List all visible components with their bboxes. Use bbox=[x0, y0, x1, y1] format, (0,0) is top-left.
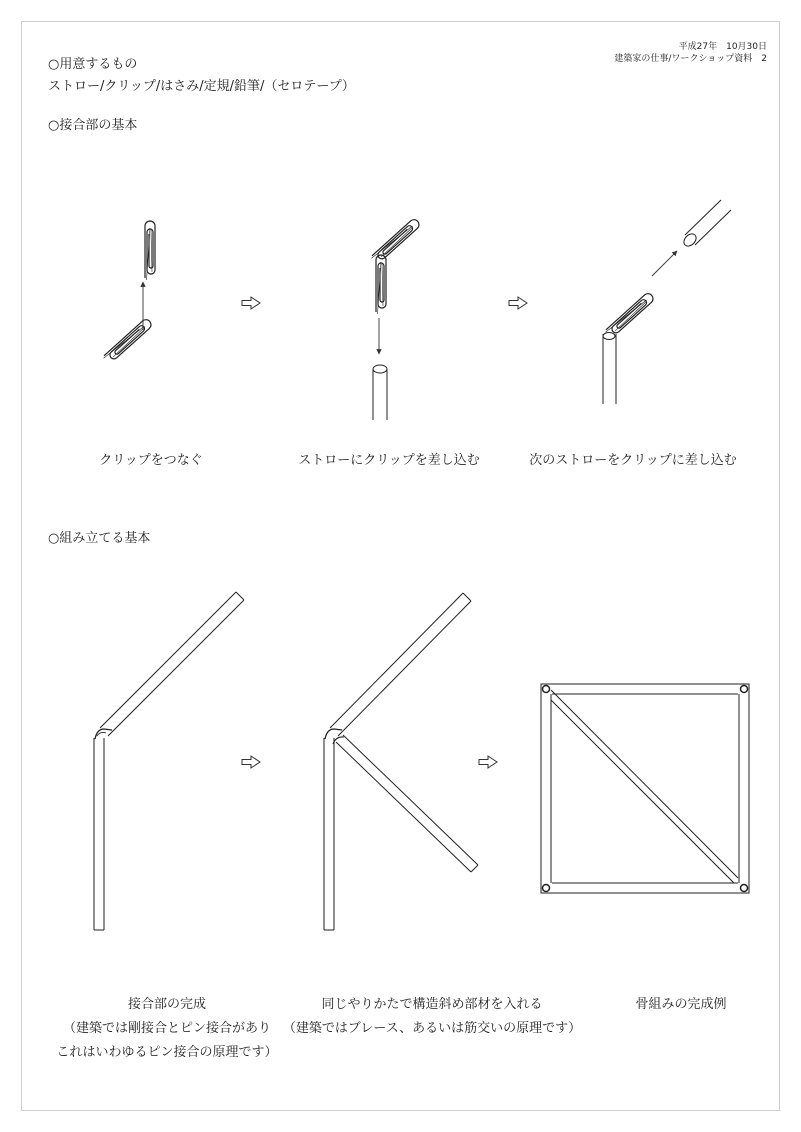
materials-heading: ○用意するもの bbox=[48, 57, 138, 72]
step3-straw-vertical bbox=[603, 333, 616, 405]
joint-section-heading: ○接合部の基本 bbox=[48, 118, 138, 133]
assembly1-note-line1: （建築では剛接合とピン接合があり bbox=[62, 1021, 272, 1036]
header-doc-title: 建築家の仕事/ワークショップ資料 2 bbox=[614, 54, 767, 64]
assembly2-caption: 同じやりかたで構造斜め部材を入れる bbox=[321, 997, 543, 1012]
step3-clip bbox=[605, 292, 656, 339]
header-date: 平成27年 10月30日 bbox=[678, 42, 767, 52]
step3-next-straw bbox=[682, 200, 731, 248]
step2-straw bbox=[373, 365, 387, 420]
hollow-right-arrow-icon bbox=[508, 296, 528, 310]
step1-clip-top bbox=[145, 221, 155, 280]
assembly3-caption: 骨組みの完成例 bbox=[635, 997, 727, 1012]
step1-clip-bottom bbox=[103, 318, 154, 365]
hollow-right-arrow-icon bbox=[241, 755, 261, 769]
assembly2-note-line1: （建築ではブレース、あるいは筋交いの原理です） bbox=[282, 1021, 582, 1036]
assembly1-frame bbox=[94, 592, 244, 930]
materials-list: ストロー/クリップ/はさみ/定規/鉛筆/（セロテープ） bbox=[48, 79, 355, 94]
assembly2-frame bbox=[324, 593, 478, 930]
step2-clip-lower bbox=[376, 255, 386, 314]
step2-clip-upper bbox=[371, 218, 422, 265]
assembly1-note-line2: これはいわゆるピン接合の原理です） bbox=[56, 1045, 278, 1060]
assembly1-caption: 接合部の完成 bbox=[127, 997, 207, 1012]
step3-caption: 次のストローをクリップに差し込む bbox=[529, 453, 737, 468]
assembly3-frame bbox=[541, 684, 749, 893]
hollow-right-arrow-icon bbox=[478, 755, 498, 769]
hollow-right-arrow-icon bbox=[241, 296, 261, 310]
step2-caption: ストローにクリップを差し込む bbox=[298, 453, 480, 468]
step1-caption: クリップをつなぐ bbox=[99, 453, 203, 468]
step3-insert-arrow bbox=[652, 251, 677, 276]
assembly-section-heading: ○組み立てる基本 bbox=[48, 531, 151, 546]
